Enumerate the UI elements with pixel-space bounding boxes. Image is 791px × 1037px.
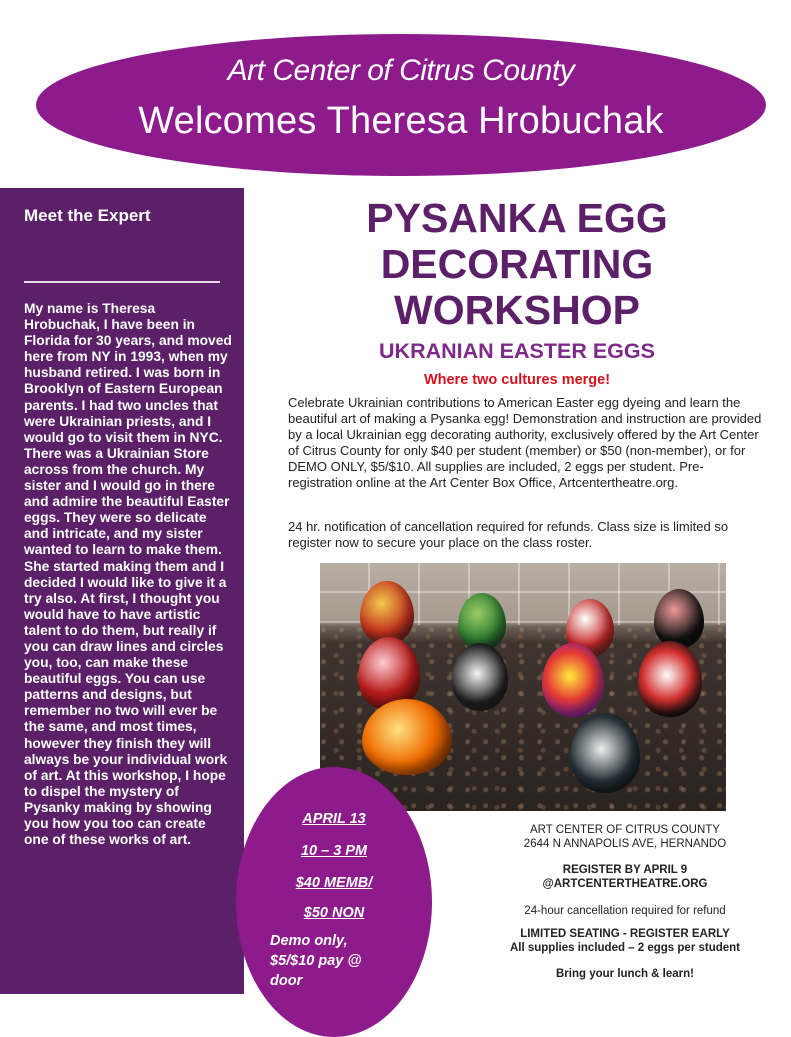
egg-decorated: [362, 699, 452, 775]
title-line-3: WORKSHOP: [394, 287, 640, 333]
title-line-1: PYSANKA EGG: [366, 195, 668, 241]
sidebar-divider: [24, 281, 220, 283]
info-org: ART CENTER OF CITRUS COUNTY: [530, 824, 720, 836]
tagline: Where two cultures merge!: [423, 372, 611, 388]
welcome-heading: Welcomes Theresa Hrobuchak: [138, 100, 664, 142]
workshop-title: [292, 195, 742, 333]
event-date: APRIL 13: [302, 811, 366, 827]
title-line-2: DECORATING: [380, 241, 654, 287]
cancellation-paragraph: 24 hr. notification of cancellation required for refunds. Class size is limited so register now to secure your place on the class roster.: [288, 519, 729, 551]
egg-decorated: [654, 589, 704, 649]
seating-note: LIMITED SEATING - REGISTER EARLY: [520, 928, 730, 940]
sidebar-heading: Meet the Expert: [24, 206, 151, 225]
workshop-subtitle: UKRANIAN EASTER EGGS: [379, 339, 655, 363]
price-nonmember: $50 NON: [303, 905, 365, 921]
refund-note: 24-hour cancellation required for refund: [524, 905, 726, 917]
egg-decorated: [570, 713, 640, 793]
pysanka-eggs-photo: [320, 563, 726, 811]
info-address: 2644 N ANNAPOLIS AVE, HERNANDO: [523, 838, 727, 850]
price-member: $40 MEMB/: [295, 875, 373, 891]
event-time: 10 – 3 PM: [300, 843, 368, 859]
expert-bio: My name is Theresa Hrobuchak, I have been in Florida for 30 years, and moved here from NY in 1993, when my husband retired. I was born in Brooklyn of Eastern European parents. I had two uncles that were Ukrainian priests, and I would go to visit them in NYC. There was a Ukrainian Store across from the church. My sister and I would go in there and admire the beautiful Easter eggs. They were so delicate and intricate, and my sister wanted to learn to make them. She started making them and I decided I would like to give it a try also. At first, I thought you would have to have artistic talent to do them, but really if you can draw lines and circles you, too, can make these beautiful eggs. You can use patterns and designs, but remember no two will ever be the same, and most times, however they finish they will always be your individual work of art. At this workshop, I hope to dispel the mystery of Pysanky making by showing you how you too can create one of these works of art.: [24, 301, 232, 848]
demo-price: Demo only, $5/$10 pay @ door: [270, 933, 362, 989]
description-paragraph: Celebrate Ukrainian contributions to American Easter egg dyeing and learn the beautiful art of making a Pysanka egg! Demonstration and instruction are provided by a local Ukrainian egg decorating authority, exclusively offered by the Art Center of Citrus County for only $40 per student (member) or $50 (non-member), or for DEMO ONLY, $5/$10. All supplies are included, 2 eggs per student. Pre-registration online at the Art Center Box Office, Artcentertheatre.org.: [288, 395, 762, 491]
register-website: @ARTCENTERTHEATRE.ORG: [542, 878, 708, 890]
lunch-note: Bring your lunch & learn!: [555, 968, 694, 980]
register-deadline: REGISTER BY APRIL 9: [562, 864, 688, 876]
event-details-circle: [236, 767, 432, 1037]
egg-decorated: [638, 641, 702, 717]
egg-decorated: [452, 643, 508, 711]
expert-sidebar: [0, 188, 244, 994]
egg-decorated: [542, 643, 604, 717]
supplies-note: All supplies included – 2 eggs per student: [509, 942, 741, 954]
org-name: Art Center of Citrus County: [227, 54, 575, 87]
egg-decorated: [360, 581, 414, 645]
header-banner: [36, 34, 766, 176]
